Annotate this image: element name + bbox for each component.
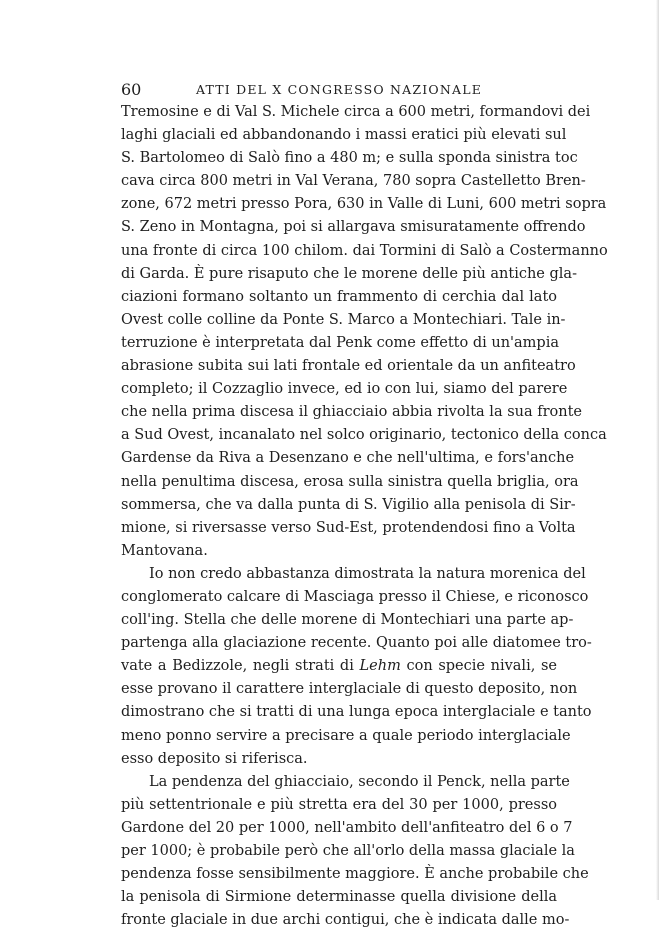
text-line: una fronte di circa 100 chilom. dai Tormini di Salò a Costermanno: [121, 242, 608, 259]
text-line: per 1000; è probabile però che all'orlo della massa glaciale la: [121, 843, 575, 859]
text-line: dimostrano che si tratti di una lunga epoca interglaciale e tanto: [121, 704, 592, 721]
text-line: fronte glaciale in due archi contigui, che è indicata dalle mo-: [121, 912, 570, 929]
text-line: Gardone del 20 per 1000, nell'ambito dell'anfiteatro del 6 o 7: [121, 819, 573, 836]
text-line: la penisola di Sirmione determinasse quella divisione della: [121, 889, 557, 906]
text-line: completo; il Cozzaglio invece, ed io con lui, siamo del parere: [121, 381, 568, 398]
text-line: pendenza fosse sensibilmente maggiore. È anche probabile che: [121, 866, 589, 883]
text-line: di Garda. È pure risaputo che le morene delle più antiche gla-: [121, 265, 577, 282]
text-line-with-italic: [121, 655, 557, 678]
italic-term: Lehm: [359, 658, 401, 675]
text-line: S. Bartolomeo di Salò fino a 480 m; e sulla sponda sinistra toc: [121, 150, 578, 167]
text-line: meno ponno servire a precisare a quale periodo interglaciale: [121, 727, 571, 744]
text-line: conglomerato calcare di Masciaga presso il Chiese, e riconosco: [121, 588, 589, 605]
text-line: S. Zeno in Montagna, poi si allargava smisuratamente offrendo: [121, 219, 586, 236]
text-line: più settentrionale e più stretta era del 30 per 1000, presso: [121, 796, 557, 813]
text-line: a Sud Ovest, incanalato nel solco originario, tectonico della conca: [121, 427, 607, 444]
text-line: La pendenza del ghiacciaio, secondo il Penck, nella parte: [149, 773, 570, 790]
text-line: Ovest colle colline da Ponte S. Marco a Montechiari. Tale in-: [121, 311, 566, 328]
text-fragment: con specie nivali, se: [400, 658, 557, 675]
text-line: zone, 672 metri presso Pora, 630 in Valle di Luni, 600 metri sopra: [121, 196, 607, 213]
text-line: Io non credo abbastanza dimostrata la natura morenica del: [149, 565, 586, 582]
text-line: mione, si riversasse verso Sud-Est, protendendosi fino a Volta: [121, 519, 576, 536]
text-line: partenga alla glaciazione recente. Quanto poi alle diatomee tro-: [121, 635, 592, 652]
text-line: sommersa, che va dalla punta di S. Vigilio alla penisola di Sir-: [121, 496, 576, 513]
text-line: esso deposito si riferisca.: [121, 750, 308, 767]
page-header: [121, 80, 557, 100]
text-line: che nella prima discesa il ghiacciaio abbia rivolta la sua fronte: [121, 404, 583, 421]
page-number: 60: [121, 80, 142, 99]
text-line: coll'ing. Stella che delle morene di Montechiari una parte ap-: [121, 612, 574, 629]
body-text: [121, 101, 608, 932]
text-line: ciazioni formano soltanto un frammento di cerchia dal lato: [121, 288, 557, 305]
running-title: ATTI DEL X CONGRESSO NAZIONALE: [195, 82, 483, 97]
text-line: esse provano il carattere interglaciale di questo deposito, non: [121, 681, 578, 698]
text-line: nella penultima discesa, erosa sulla sinistra quella briglia, ora: [121, 473, 579, 490]
text-line: laghi glaciali ed abbandonando i massi eratici più elevati sul: [121, 127, 567, 144]
text-line: Mantovana.: [121, 542, 208, 559]
text-line: terruzione è interpretata dal Penk come effetto di un'ampia: [121, 334, 559, 351]
text-fragment: vate a Bedizzole, negli strati di: [121, 658, 360, 675]
text-line: Tremosine e di Val S. Michele circa a 600 metri, formandovi dei: [121, 104, 591, 120]
text-line: abrasione subita sui lati frontale ed orientale da un anfiteatro: [121, 358, 576, 375]
text-line: Gardense da Riva a Desenzano e che nell'ultima, e fors'anche: [121, 450, 575, 467]
text-line: cava circa 800 metri in Val Verana, 780 sopra Castelletto Bren-: [121, 173, 586, 190]
